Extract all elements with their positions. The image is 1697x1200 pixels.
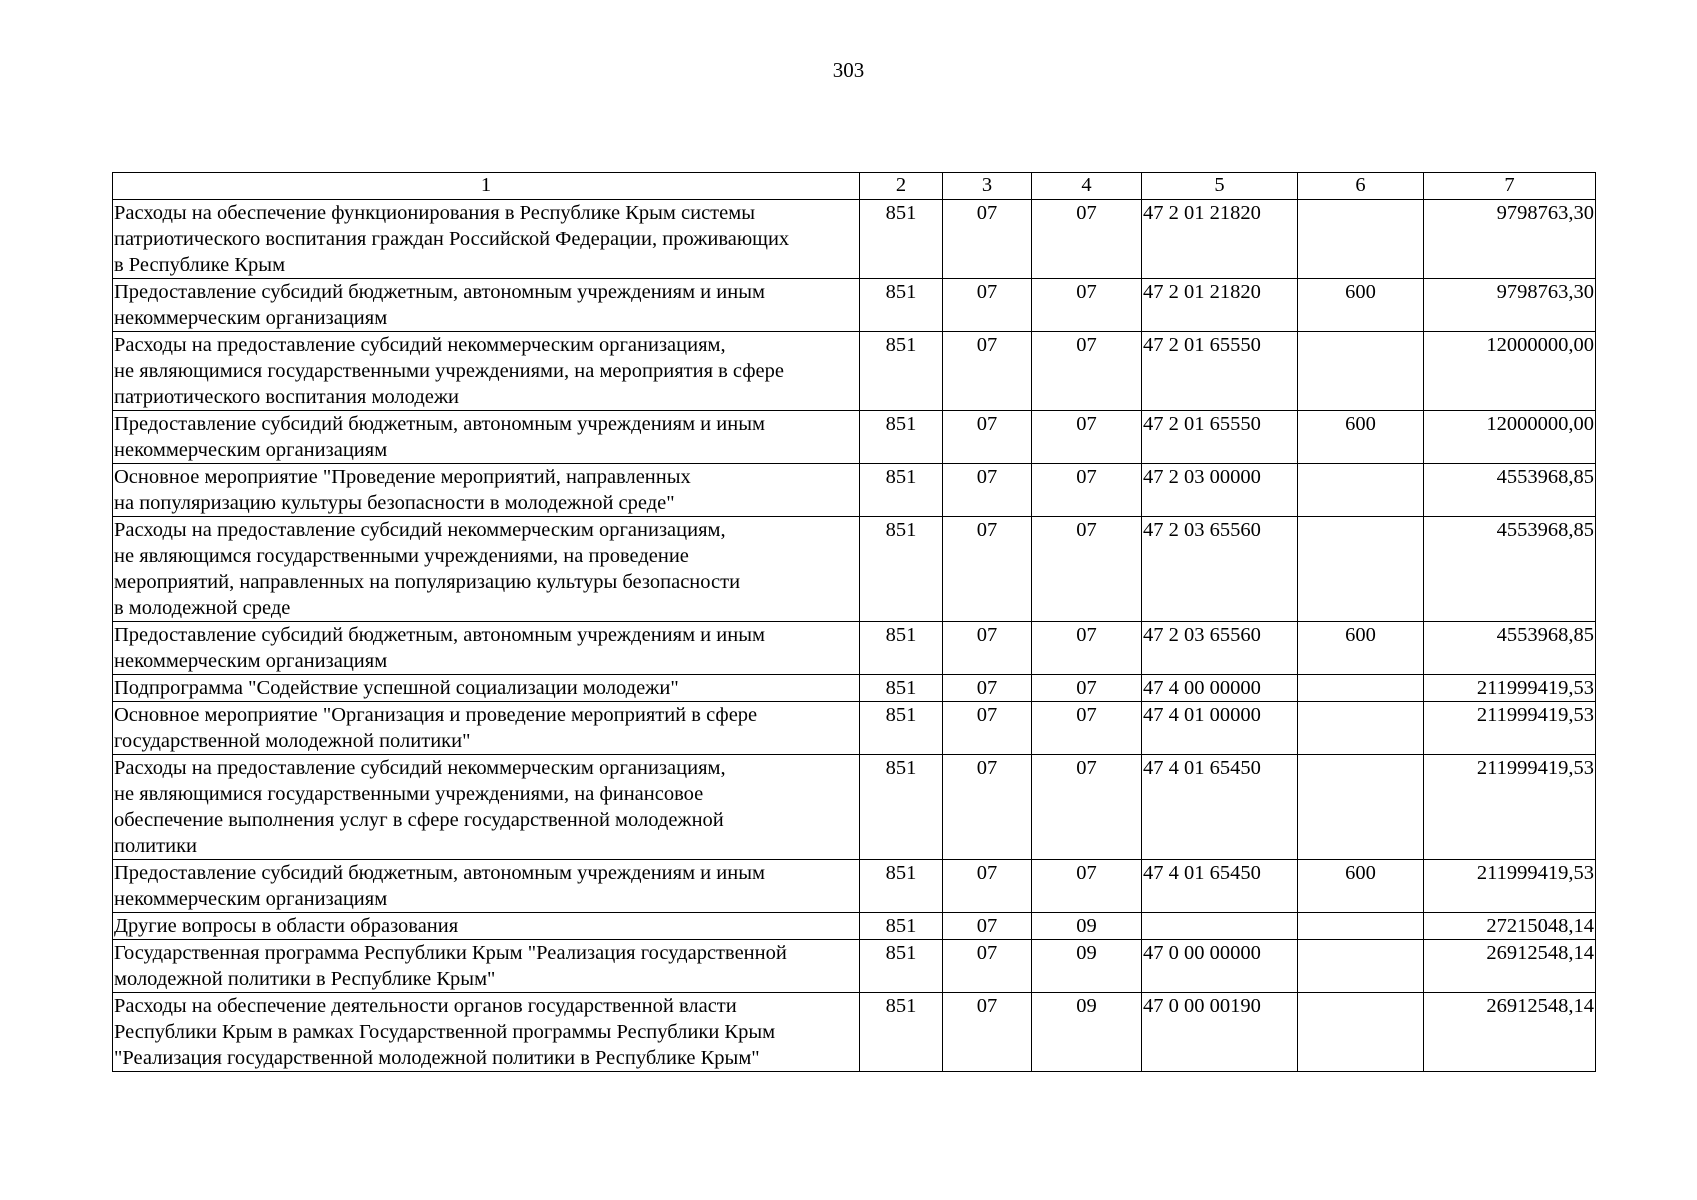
expense-name-line: мероприятий, направленных на популяризацию культуры безопасности — [114, 571, 741, 593]
table-row — [113, 993, 1596, 1072]
grbs-code: 851 — [860, 200, 943, 279]
expense-name-line: "Реализация государственной молодежной политики в Республике Крым" — [114, 1047, 760, 1069]
target-article-code: 47 0 00 00000 — [1142, 940, 1298, 993]
expense-name — [113, 332, 860, 411]
subsection-code: 09 — [1032, 940, 1142, 993]
table-header-row — [113, 173, 1596, 200]
column-header-2: 2 — [860, 173, 943, 200]
section-code: 07 — [943, 411, 1032, 464]
grbs-code: 851 — [860, 702, 943, 755]
expense-name-line: Предоставление субсидий бюджетным, автономным учреждениям и иным — [114, 413, 765, 435]
expense-name-line: в Республике Крым — [114, 254, 286, 276]
expense-name-line: патриотического воспитания молодежи — [114, 386, 459, 408]
expense-name-line: Расходы на предоставление субсидий некоммерческим организациям, — [114, 334, 726, 356]
amount: 26912548,14 — [1424, 993, 1596, 1072]
amount: 4553968,85 — [1424, 464, 1596, 517]
amount: 26912548,14 — [1424, 940, 1596, 993]
column-header-3: 3 — [943, 173, 1032, 200]
expense-type-code — [1298, 993, 1424, 1072]
expense-name-line: не являющимся государственными учреждениями, на проведение — [114, 545, 689, 567]
amount: 211999419,53 — [1424, 702, 1596, 755]
table-row — [113, 675, 1596, 702]
expense-name — [113, 913, 860, 940]
amount: 4553968,85 — [1424, 622, 1596, 675]
column-header-6: 6 — [1298, 173, 1424, 200]
expense-type-code — [1298, 702, 1424, 755]
table-row — [113, 860, 1596, 913]
expense-name-line: Предоставление субсидий бюджетным, автономным учреждениям и иным — [114, 624, 765, 646]
section-code: 07 — [943, 464, 1032, 517]
expense-name-line: некоммерческим организациям — [114, 650, 388, 672]
expense-name — [113, 464, 860, 517]
column-header-4: 4 — [1032, 173, 1142, 200]
subsection-code: 07 — [1032, 702, 1142, 755]
grbs-code: 851 — [860, 860, 943, 913]
expense-name-line: некоммерческим организациям — [114, 439, 388, 461]
table-row — [113, 200, 1596, 279]
subsection-code: 07 — [1032, 860, 1142, 913]
grbs-code: 851 — [860, 517, 943, 622]
expense-name-line: Расходы на обеспечение функционирования в Республике Крым системы — [114, 202, 755, 224]
expense-name — [113, 860, 860, 913]
expense-type-code — [1298, 913, 1424, 940]
table-row — [113, 913, 1596, 940]
expense-name-line: Государственная программа Республики Крым "Реализация государственной — [114, 942, 787, 964]
expense-type-code: 600 — [1298, 279, 1424, 332]
subsection-code: 09 — [1032, 993, 1142, 1072]
expense-name-line: Предоставление субсидий бюджетным, автономным учреждениям и иным — [114, 862, 765, 884]
expense-name-line: Другие вопросы в области образования — [114, 915, 459, 937]
amount: 9798763,30 — [1424, 279, 1596, 332]
subsection-code: 07 — [1032, 411, 1142, 464]
target-article-code — [1142, 913, 1298, 940]
target-article-code: 47 2 03 65560 — [1142, 622, 1298, 675]
section-code: 07 — [943, 332, 1032, 411]
subsection-code: 07 — [1032, 622, 1142, 675]
subsection-code: 07 — [1032, 279, 1142, 332]
target-article-code: 47 2 01 65550 — [1142, 411, 1298, 464]
expense-name-line: Подпрограмма "Содействие успешной социализации молодежи" — [114, 677, 679, 699]
amount: 12000000,00 — [1424, 411, 1596, 464]
section-code: 07 — [943, 993, 1032, 1072]
target-article-code: 47 2 03 00000 — [1142, 464, 1298, 517]
grbs-code: 851 — [860, 279, 943, 332]
column-header-7: 7 — [1424, 173, 1596, 200]
expense-name-line: политики — [114, 835, 198, 857]
section-code: 07 — [943, 622, 1032, 675]
table-row — [113, 517, 1596, 622]
table-row — [113, 622, 1596, 675]
expense-name-line: не являющимися государственными учреждениями, на мероприятия в сфере — [114, 360, 785, 382]
subsection-code: 09 — [1032, 913, 1142, 940]
table-row — [113, 332, 1596, 411]
page-number: 303 — [832, 58, 865, 82]
grbs-code: 851 — [860, 755, 943, 860]
amount: 27215048,14 — [1424, 913, 1596, 940]
expense-name — [113, 517, 860, 622]
target-article-code: 47 2 01 65550 — [1142, 332, 1298, 411]
expense-name-line: Расходы на обеспечение деятельности органов государственной власти — [114, 995, 737, 1017]
subsection-code: 07 — [1032, 755, 1142, 860]
section-code: 07 — [943, 675, 1032, 702]
column-header-1: 1 — [113, 173, 860, 200]
subsection-code: 07 — [1032, 517, 1142, 622]
grbs-code: 851 — [860, 411, 943, 464]
expense-name-line: некоммерческим организациям — [114, 307, 388, 329]
expense-name — [113, 702, 860, 755]
expense-name — [113, 279, 860, 332]
section-code: 07 — [943, 279, 1032, 332]
table-row — [113, 464, 1596, 517]
expense-name-line: патриотического воспитания граждан Российской Федерации, проживающих — [114, 228, 790, 250]
amount: 4553968,85 — [1424, 517, 1596, 622]
subsection-code: 07 — [1032, 675, 1142, 702]
expense-name-line: Предоставление субсидий бюджетным, автономным учреждениям и иным — [114, 281, 765, 303]
expense-type-code — [1298, 464, 1424, 517]
expense-name — [113, 993, 860, 1072]
target-article-code: 47 4 01 65450 — [1142, 860, 1298, 913]
expense-name-line: некоммерческим организациям — [114, 888, 388, 910]
grbs-code: 851 — [860, 622, 943, 675]
subsection-code: 07 — [1032, 464, 1142, 517]
grbs-code: 851 — [860, 993, 943, 1072]
expense-name-line: Основное мероприятие "Проведение мероприятий, направленных — [114, 466, 691, 488]
grbs-code: 851 — [860, 464, 943, 517]
subsection-code: 07 — [1032, 332, 1142, 411]
target-article-code: 47 4 01 00000 — [1142, 702, 1298, 755]
table-body — [113, 200, 1596, 1072]
subsection-code: 07 — [1032, 200, 1142, 279]
expense-name-line: молодежной политики в Республике Крым" — [114, 968, 496, 990]
expense-name-line: Основное мероприятие "Организация и проведение мероприятий в сфере — [114, 704, 758, 726]
expense-type-code — [1298, 675, 1424, 702]
table-row — [113, 411, 1596, 464]
expense-type-code — [1298, 517, 1424, 622]
table-row — [113, 279, 1596, 332]
expense-type-code: 600 — [1298, 622, 1424, 675]
expense-type-code: 600 — [1298, 411, 1424, 464]
column-header-5: 5 — [1142, 173, 1298, 200]
amount: 211999419,53 — [1424, 755, 1596, 860]
expense-name — [113, 622, 860, 675]
expense-type-code — [1298, 332, 1424, 411]
amount: 9798763,30 — [1424, 200, 1596, 279]
section-code: 07 — [943, 702, 1032, 755]
expense-name — [113, 200, 860, 279]
grbs-code: 851 — [860, 940, 943, 993]
target-article-code: 47 2 01 21820 — [1142, 279, 1298, 332]
section-code: 07 — [943, 913, 1032, 940]
expense-name-line: не являющимися государственными учреждениями, на финансовое — [114, 783, 704, 805]
grbs-code: 851 — [860, 332, 943, 411]
amount: 211999419,53 — [1424, 675, 1596, 702]
expense-name — [113, 675, 860, 702]
section-code: 07 — [943, 860, 1032, 913]
expense-name-line: Расходы на предоставление субсидий некоммерческим организациям, — [114, 519, 726, 541]
expense-type-code — [1298, 940, 1424, 993]
expense-type-code — [1298, 200, 1424, 279]
table-row — [113, 755, 1596, 860]
table-row — [113, 940, 1596, 993]
section-code: 07 — [943, 200, 1032, 279]
expense-name — [113, 411, 860, 464]
expense-name-line: государственной молодежной политики" — [114, 730, 471, 752]
expense-name-line: Расходы на предоставление субсидий некоммерческим организациям, — [114, 757, 726, 779]
budget-table — [112, 172, 1596, 1072]
expense-name-line: Республики Крым в рамках Государственной программы Республики Крым — [114, 1021, 776, 1043]
section-code: 07 — [943, 940, 1032, 993]
expense-type-code — [1298, 755, 1424, 860]
grbs-code: 851 — [860, 913, 943, 940]
target-article-code: 47 0 00 00190 — [1142, 993, 1298, 1072]
expense-name-line: на популяризацию культуры безопасности в молодежной среде" — [114, 492, 675, 514]
grbs-code: 851 — [860, 675, 943, 702]
expense-name — [113, 755, 860, 860]
target-article-code: 47 2 03 65560 — [1142, 517, 1298, 622]
table-row — [113, 702, 1596, 755]
amount: 12000000,00 — [1424, 332, 1596, 411]
section-code: 07 — [943, 755, 1032, 860]
target-article-code: 47 4 00 00000 — [1142, 675, 1298, 702]
expense-name-line: обеспечение выполнения услуг в сфере государственной молодежной — [114, 809, 724, 831]
expense-name — [113, 940, 860, 993]
section-code: 07 — [943, 517, 1032, 622]
target-article-code: 47 4 01 65450 — [1142, 755, 1298, 860]
target-article-code: 47 2 01 21820 — [1142, 200, 1298, 279]
expense-name-line: в молодежной среде — [114, 597, 291, 619]
amount: 211999419,53 — [1424, 860, 1596, 913]
expense-type-code: 600 — [1298, 860, 1424, 913]
